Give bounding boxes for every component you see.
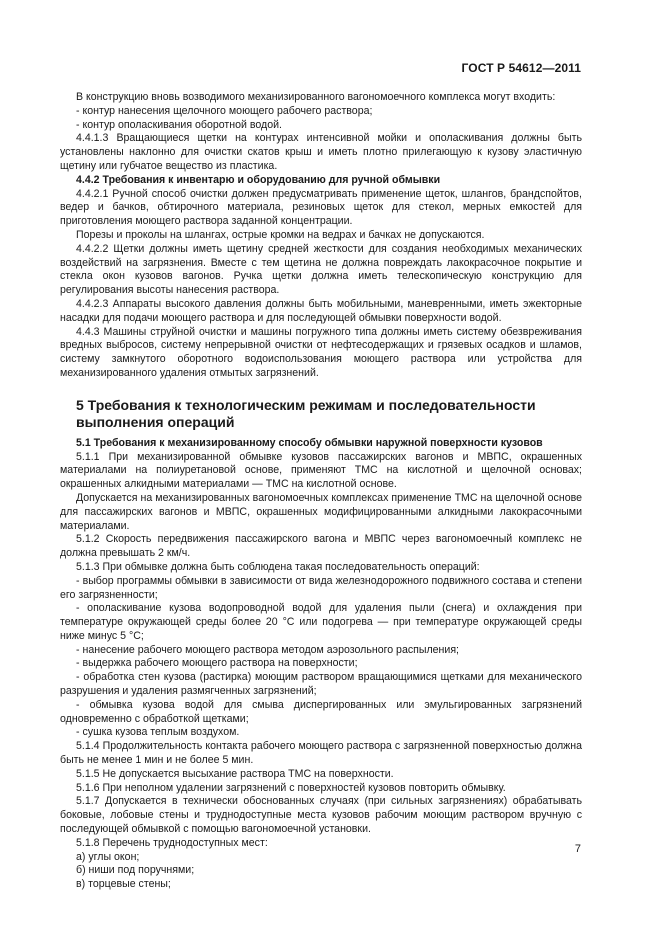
clause-5-1-5: 5.1.5 Не допускается высыхание раствора ТМС на поверхности. bbox=[76, 767, 394, 780]
page-number: 7 bbox=[574, 843, 581, 855]
list-item: а) углы окон; bbox=[76, 850, 140, 863]
list-item: - ополаскивание кузова водопроводной водой для удаления пыли (снега) и охлаждения при температуре окружающей среды более 20 °С или подогрева — при температуре окружающей среды ниже минус 5 °С; bbox=[60, 602, 582, 642]
clause-5-1-1: 5.1.1 При механизированной обмывке кузовов пассажирских вагонов и МВПС, окрашенных материалами на полиуретановой основе, применяют ТМС на кислотной и щелочной основах; окрашенных алкидными материалами — ТМС на кислотной основе. bbox=[60, 450, 582, 491]
clause-4-4-2-1: 4.4.2.1 Ручной способ очистки должен предусматривать применение щеток, шлангов, брандспойтов, ведер и бачков, обтирочного материала, резиновых щеток для стекол, мерных емкостей для приготовления моющего раствора заданной концентрации. bbox=[60, 187, 582, 228]
list-item: - контур ополаскивания оборотной водой. bbox=[76, 118, 282, 131]
paragraph: Допускается на механизированных вагономоечных комплексах применение ТМС на щелочной основе для пассажирских вагонов и МВПС, окрашенных модифицированными алкидными лакокрасочными материалами. bbox=[60, 491, 582, 532]
clause-5-1-2: 5.1.2 Скорость передвижения пассажирского вагона и МВПС через вагономоечный комплекс не должна превышать 2 км/ч. bbox=[60, 533, 582, 560]
document-body bbox=[60, 91, 582, 892]
section-title-line: выполнения операций bbox=[76, 413, 235, 430]
clause-5-1-7: 5.1.7 Допускается в технически обоснованных случаях (при сильных загрязнениях) обрабатывать боковые, лобовые стены и труднодоступные места кузовов рабочим моющим раствором вручную с последующей обмывкой с помощью вагономоечной установки. bbox=[60, 795, 582, 836]
clause-4-4-1-3: 4.4.1.3 Вращающиеся щетки на контурах интенсивной мойки и ополаскивания должны быть установлены наклонно для очистки скатов крыш и иметь плотно прилегающую к кузову эластичную щетину или губчатое вещество из пластика. bbox=[60, 132, 582, 172]
clause-5-1-3: 5.1.3 При обмывке должна быть соблюдена такая последовательность операций: bbox=[76, 560, 480, 573]
list-item: - выбор программы обмывки в зависимости от вида железнодорожного подвижного состава и степени его загрязненности; bbox=[60, 574, 582, 601]
list-item: - выдержка рабочего моющего раствора на поверхности; bbox=[76, 657, 358, 670]
list-item: - контур нанесения щелочного моющего рабочего раствора; bbox=[76, 104, 373, 117]
clause-4-4-2-2: 4.4.2.2 Щетки должны иметь щетину средней жесткости для создания необходимых механических воздействий на загрязнения. Вместе с тем щетина не должна повреждать лакокрасочное покрытие и стекла окон кузовов вагонов. Ручка щетки должна иметь телескопическую конструкцию для регулирования высоты нанесения раствора. bbox=[60, 242, 582, 297]
clause-4-4-3: 4.4.3 Машины струйной очистки и машины погружного типа должны иметь систему обезвреживания вредных выбросов, систему непрерывной очистки от нефтесодержащих и грязевых осадков и шламов, систему замкнутого оборотного водоиспользования моющего раствора или устройства для механизированного удаления отмытых загрязнений. bbox=[60, 325, 582, 379]
clause-5-1-6: 5.1.6 При неполном удалении загрязнений с поверхностей кузовов повторить обмывку. bbox=[76, 781, 506, 794]
paragraph: В конструкцию вновь возводимого механизированного вагономоечного комплекса могут входить: bbox=[76, 91, 556, 103]
paragraph: Порезы и проколы на шлангах, острые кромки на ведрах и бачках не допускаются. bbox=[76, 228, 485, 241]
section-5-title bbox=[76, 397, 582, 431]
subsection-heading-5-1: 5.1 Требования к механизированному способу обмывки наружной поверхности кузовов bbox=[76, 436, 543, 449]
list-item: б) ниши под поручнями; bbox=[76, 864, 195, 877]
list-item: - обмывка кузова водой для смыва диспергированных или эмульгированных загрязнений одновременно с обработкой щетками; bbox=[60, 698, 582, 725]
clause-4-4-2-3: 4.4.2.3 Аппараты высокого давления должны быть мобильными, маневренными, иметь эжекторные насадки для подачи моющего раствора и для последующей обмывки поверхности водой. bbox=[60, 297, 582, 324]
list-item: - нанесение рабочего моющего раствора методом аэрозольного распыления; bbox=[76, 643, 460, 656]
section-title-line: 5 Требования к технологическим режимам и последовательности bbox=[76, 396, 536, 413]
clause-5-1-8: 5.1.8 Перечень труднодоступных мест: bbox=[76, 836, 268, 849]
list-item: в) торцевые стены; bbox=[76, 878, 171, 891]
list-item: - обработка стен кузова (растирка) моющим раствором вращающимися щетками для механического разрушения и удаления размягченных загрязнений; bbox=[60, 671, 582, 698]
subsection-heading-4-4-2: 4.4.2 Требования к инвентарю и оборудованию для ручной обмывки bbox=[76, 173, 441, 186]
list-item: - сушка кузова теплым воздухом. bbox=[76, 726, 240, 739]
clause-5-1-4: 5.1.4 Продолжительность контакта рабочего моющего раствора с загрязненной поверхностью должна быть не менее 1 мин и не более 5 мин. bbox=[60, 740, 582, 767]
standard-number: ГОСТ Р 54612—2011 bbox=[461, 61, 581, 75]
